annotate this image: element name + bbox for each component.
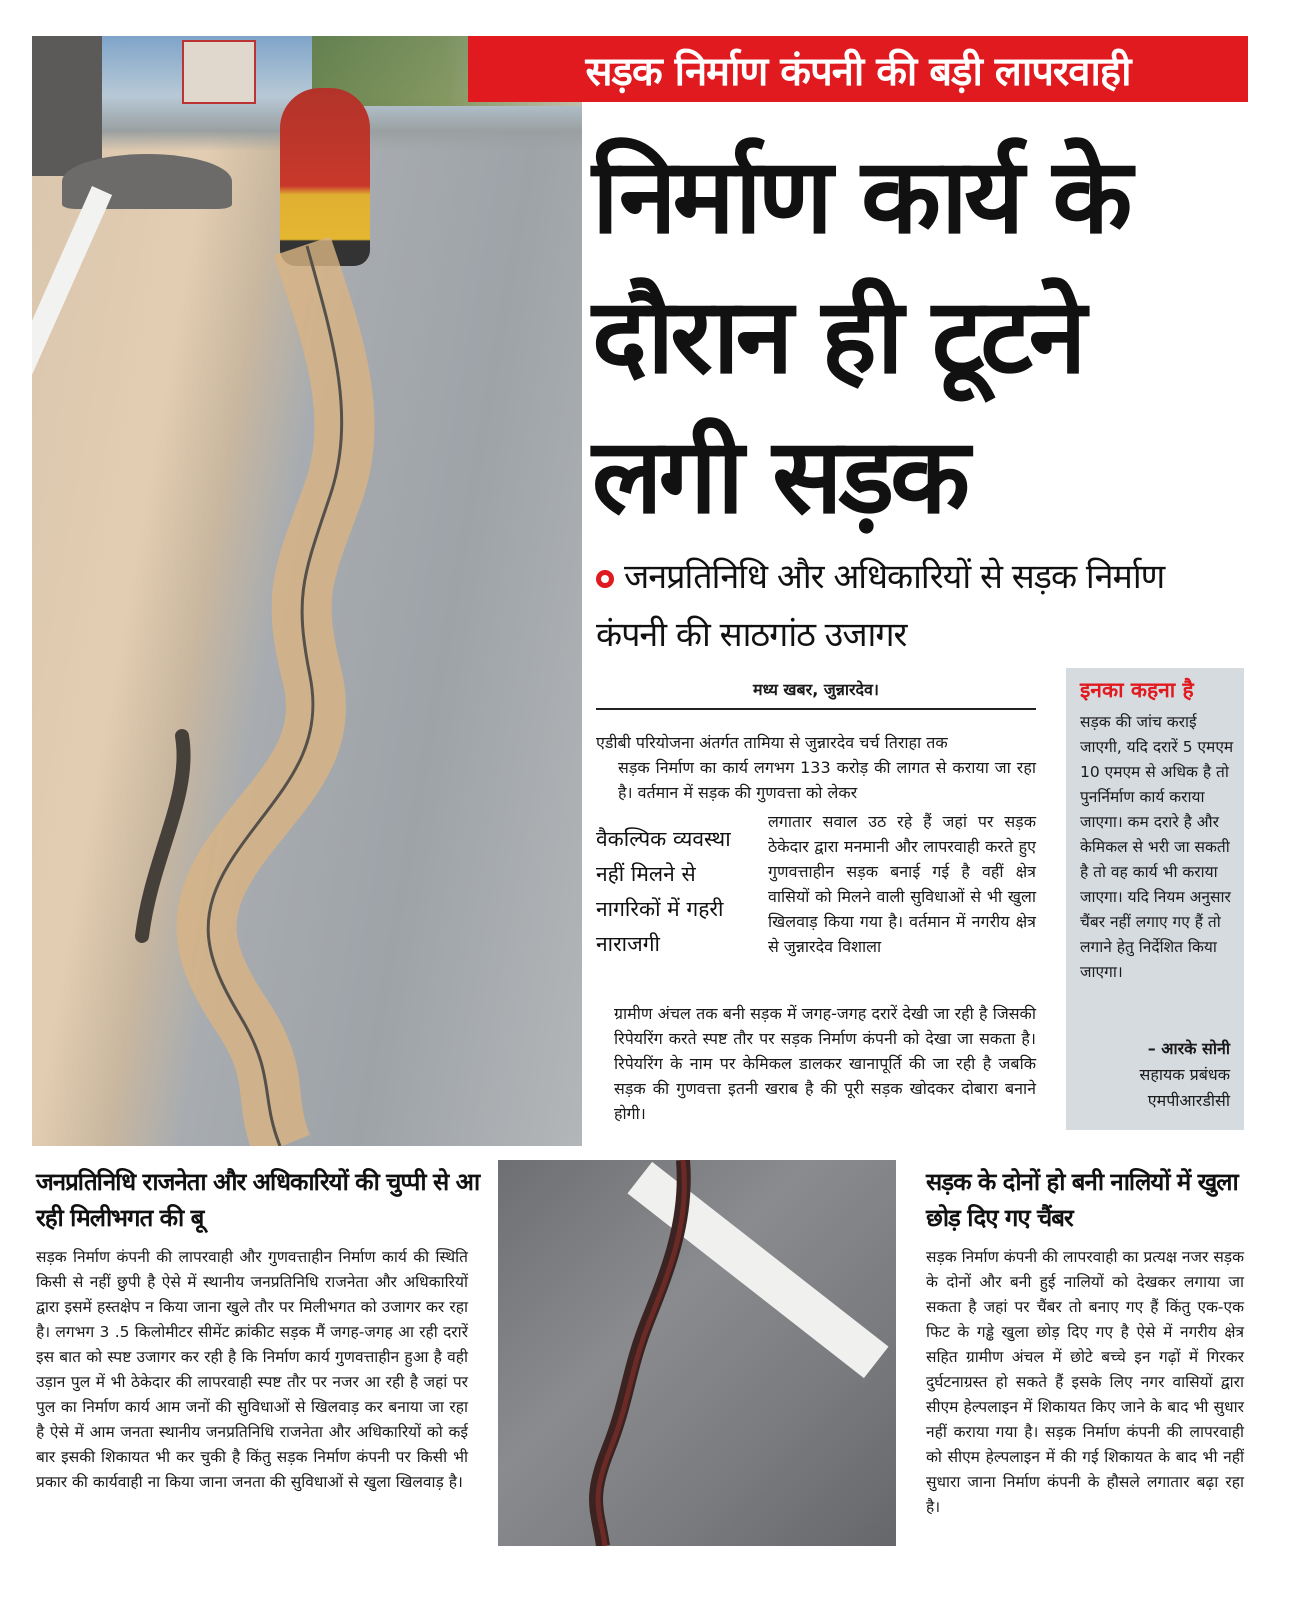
subheadline [596, 548, 1226, 664]
right-column-body: सड़क निर्माण कंपनी की लापरवाही का प्रत्यक्ष नजर सड़क के दोनों और बनी हुई नालियों को देखकर लगाया जा सकता है जहां पर चैंबर तो बनाए गए हैं किंतु एक-एक फिट के गड्ढे खुला छोड़ दिए गए है ऐसे में नगरीय क्षेत्र सहित ग्रामीण अंचल में छोटे बच्चे इन गढ़ों में गिरकर दुर्घटनाग्रस्त हो सकते हैं इसके लिए नगर वासियों द्वारा सीएम हेल्पलाइन में शिकायत किए जाने के बाद भी सुधार नहीं कराया गया है। सड़क निर्माण कंपनी की लापरवाही को सीएम हेल्पलाइन में की गई शिकायत के बाद भी नहीं सुधारा जाना निर्माण कंपनी के हौसले लगातार बढ़ा रहा है। [926, 1248, 1244, 1516]
article-paragraph-2: लगातार सवाल उठ रहे हैं जहां पर सड़क ठेकेदार द्वारा मनमानी और लापरवाही करते हुए गुणवत्ताहीन सड़क बनाई गई है वहीं क्षेत्र वासियों को मिलने वाली सुविधाओं से भी खुला खिलवाड़ किया गया है। वर्तमान में नगरीय क्षेत्र से जुन्नारदेव विशाला [768, 812, 1036, 956]
left-column-body: सड़क निर्माण कंपनी की लापरवाही और गुणवत्ताहीन निर्माण कार्य की स्थिति किसी से नहीं छुपी है ऐसे में स्थानीय जनप्रतिनिधि राजनेता और अधिकारियों द्वारा इसमें हस्तक्षेप न किया जाना खुले तौर पर मिलीभगत को उजागर कर रहा है। लगभग 3 .5 किलोमीटर सीमेंट क्रांकीट सड़क मैं जगह-जगह आ रही दरारें इस बात को स्पष्ट उजागर कर रही है कि निर्माण कार्य गुणवत्ताहीन हुआ है वही उड़ान पुल में भी ठेकेदार की लापरवाही स्पष्ट तौर पर नजर आ रही है जहां पर पुल का निर्माण कार्य आम जनों की सुविधाओं से खिलवाड़ कर बनाया जा रहा है ऐसे में आम जनता स्थानीय जनप्रतिनिधि राजनेता और अधिकारियों को कई बार इसकी शिकायत भी कर चुकी है किंतु सड़क निर्माण कंपनी पर किसी भी प्रकार की कार्यवाही ना किया जाना जनता की सुविधाओं से खुला खिलवाड़ है। [36, 1248, 468, 1491]
crack-line-drawing [498, 1160, 896, 1546]
dateline-divider [596, 708, 1036, 710]
main-road-photo [32, 36, 582, 1146]
crack-closeup-photo [498, 1160, 896, 1546]
subheadline-text: जनप्रतिनिधि और अधिकारियों से सड़क निर्माण कंपनी की साठगांठ उजागर [596, 557, 1165, 655]
article-paragraph-1-rest: सड़क निर्माण का कार्य लगभग 133 करोड़ की लागत से कराया जा रहा है। वर्तमान में सड़क की गुणवत्ता को लेकर [618, 758, 1036, 802]
statement-title: इनका कहना है [1080, 678, 1194, 702]
road-crack-drawing [32, 36, 582, 1146]
official-statement-box [1066, 668, 1244, 1130]
statement-signature [1140, 1036, 1230, 1114]
headline-line-1: निर्माण कार्य के [592, 135, 1129, 257]
bullet-icon [596, 570, 614, 588]
statement-text: सड़क की जांच कराई जाएगी, यदि दरारें 5 एमएम 10 एमएम से अधिक है तो पुनर्निर्माण कार्य कराया जाएगा। कम दरारे है और केमिकल से भरी जा सकती है तो वह कार्य भी कराया जाएगा। यदि नियम अनुसार चैंबर नहीं लगाए गए हैं तो लगाने हेतु निर्देशित किया जाएगा। [1080, 713, 1234, 981]
pull-quote: वैकल्पिक व्यवस्था नहीं मिलने से नागरिकों में गहरी नाराजगी [596, 827, 731, 956]
official-organization: एमपीआरडीसी [1147, 1091, 1230, 1110]
right-column-heading: सड़क के दोनों हो बनी नालियों में खुला छोड़ दिए गए चैंबर [926, 1168, 1238, 1232]
official-designation: सहायक प्रबंधक [1139, 1065, 1230, 1084]
official-name: – आरके सोनी [1147, 1039, 1230, 1058]
page-headline [592, 126, 1252, 546]
article-paragraph-3: ग्रामीण अंचल तक बनी सड़क में जगह-जगह दरारें देखी जा रही है जिसकी रिपेयरिंग करते स्पष्ट तौर पर सड़क निर्माण कंपनी को देखा जा सकता है। रिपेयरिंग के नाम पर केमिकल डालकर खानापूर्ति की जा रही है जबकि सड़क की गुणवत्ता इतनी खराब है की पूरी सड़क खोदकर दोबारा बनाने होगी। [614, 1004, 1036, 1123]
article-paragraph-1 [596, 730, 1036, 805]
article-paragraph-1-line-1: एडीबी परियोजना अंतर्गत तामिया से जुन्नारदेव चर्च तिराहा तक [596, 733, 948, 752]
headline-line-3: लगी सड़क [592, 415, 967, 537]
headline-line-2: दौरान ही टूटने [592, 275, 1083, 397]
dateline: मध्य खबर, जुन्नारदेव। [753, 680, 879, 699]
top-banner: सड़क निर्माण कंपनी की बड़ी लापरवाही [468, 36, 1248, 102]
left-column-heading: जनप्रतिनिधि राजनेता और अधिकारियों की चुप्पी से आ रही मिलीभगत की बू [36, 1168, 480, 1232]
